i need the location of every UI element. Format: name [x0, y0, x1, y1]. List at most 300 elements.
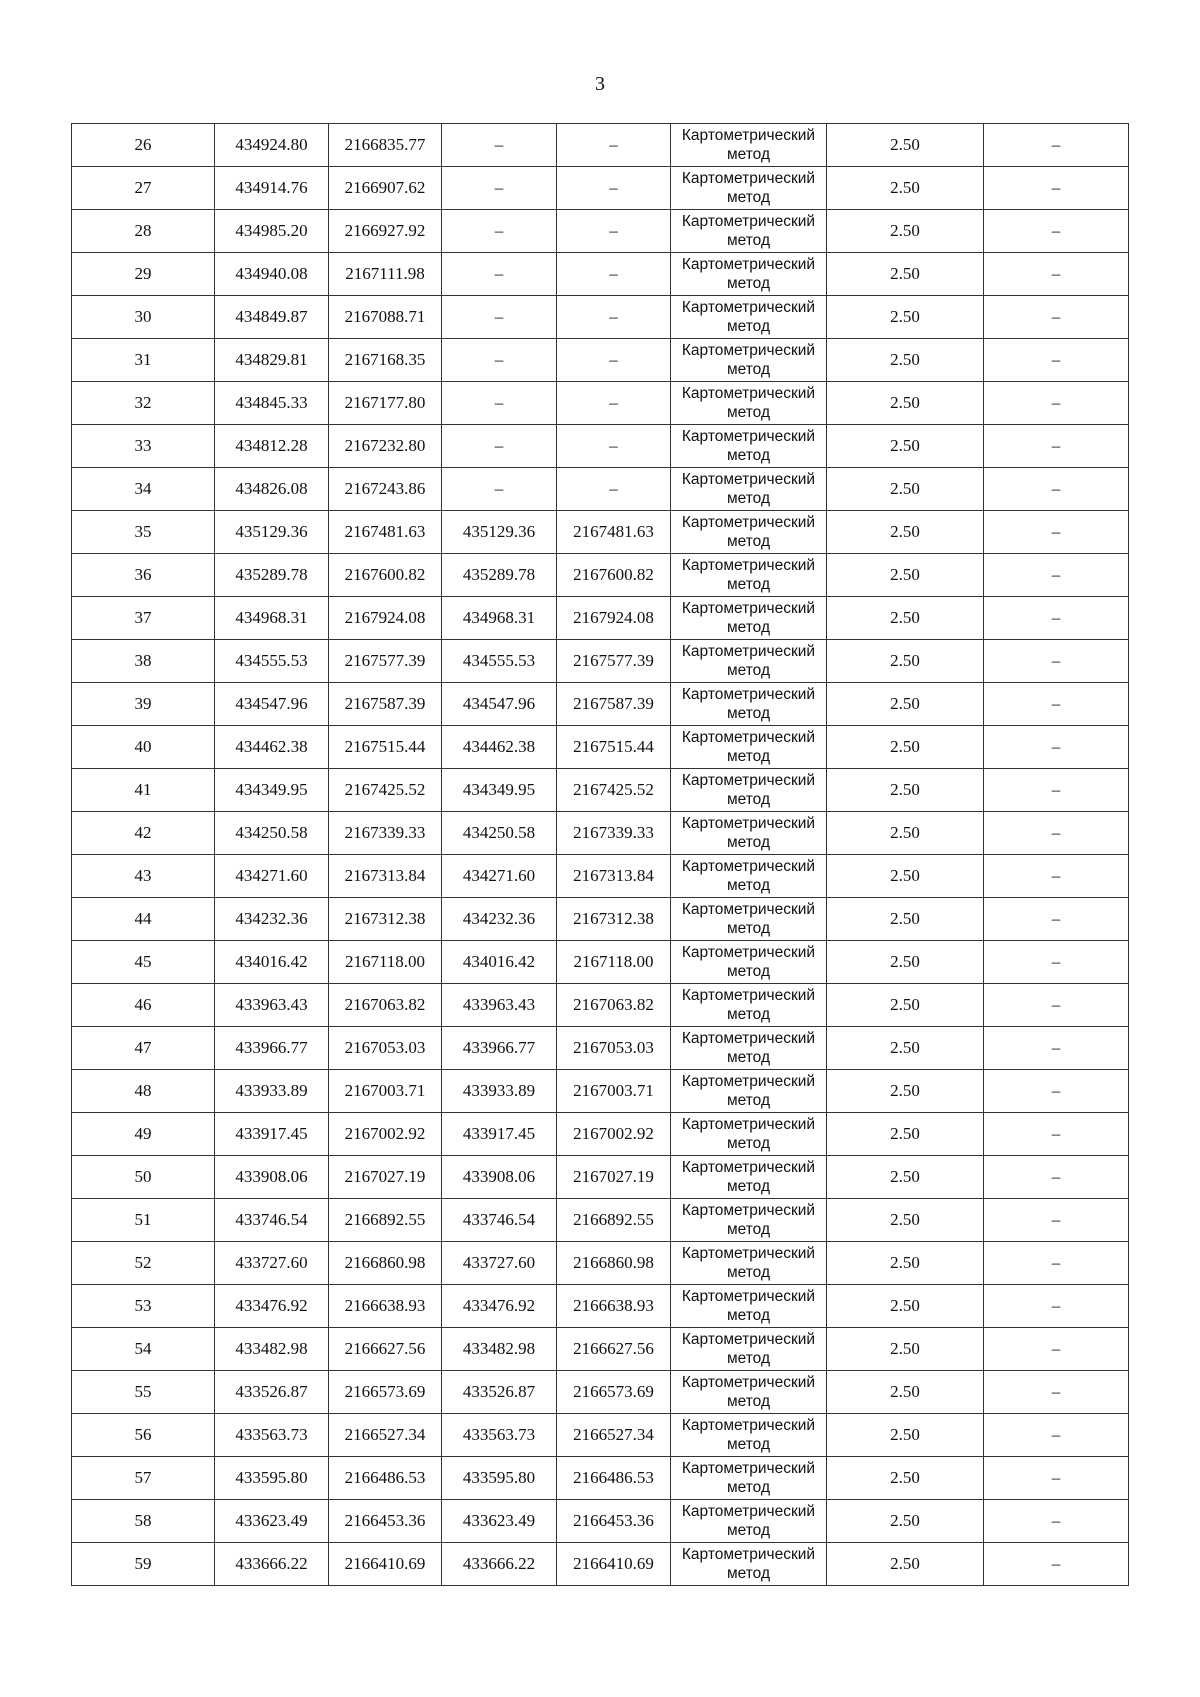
point-number-cell: 29 — [72, 253, 215, 296]
x-coordinate-cell: 434349.95 — [215, 769, 329, 812]
description-cell: – — [984, 898, 1129, 941]
description-cell: – — [984, 1500, 1129, 1543]
accuracy-cell: 2.50 — [827, 1457, 984, 1500]
method-cell: Картометрический метод — [671, 1113, 827, 1156]
y-coordinate-alt-cell: 2166892.55 — [557, 1199, 671, 1242]
y-coordinate-cell: 2167063.82 — [329, 984, 442, 1027]
y-coordinate-alt-cell: 2167027.19 — [557, 1156, 671, 1199]
method-cell: Картометрический метод — [671, 640, 827, 683]
point-number-cell: 37 — [72, 597, 215, 640]
y-coordinate-cell: 2167027.19 — [329, 1156, 442, 1199]
x-coordinate-alt-cell: 434250.58 — [442, 812, 557, 855]
point-number-cell: 56 — [72, 1414, 215, 1457]
point-number-cell: 43 — [72, 855, 215, 898]
x-coordinate-cell: 433476.92 — [215, 1285, 329, 1328]
description-cell: – — [984, 597, 1129, 640]
y-coordinate-cell: 2166907.62 — [329, 167, 442, 210]
method-cell: Картометрический метод — [671, 855, 827, 898]
y-coordinate-cell: 2166927.92 — [329, 210, 442, 253]
point-number-cell: 46 — [72, 984, 215, 1027]
table-row — [72, 597, 1129, 640]
description-cell: – — [984, 855, 1129, 898]
description-cell: – — [984, 1199, 1129, 1242]
x-coordinate-alt-cell: – — [442, 339, 557, 382]
y-coordinate-alt-cell: 2167515.44 — [557, 726, 671, 769]
x-coordinate-cell: 433482.98 — [215, 1328, 329, 1371]
accuracy-cell: 2.50 — [827, 855, 984, 898]
table-row — [72, 1113, 1129, 1156]
accuracy-cell: 2.50 — [827, 1371, 984, 1414]
accuracy-cell: 2.50 — [827, 984, 984, 1027]
method-cell: Картометрический метод — [671, 1285, 827, 1328]
method-cell: Картометрический метод — [671, 1371, 827, 1414]
point-number-cell: 31 — [72, 339, 215, 382]
y-coordinate-alt-cell: 2167587.39 — [557, 683, 671, 726]
x-coordinate-cell: 433966.77 — [215, 1027, 329, 1070]
table-row — [72, 941, 1129, 984]
x-coordinate-cell: 434016.42 — [215, 941, 329, 984]
description-cell: – — [984, 683, 1129, 726]
method-cell: Картометрический метод — [671, 1199, 827, 1242]
y-coordinate-alt-cell: 2167600.82 — [557, 554, 671, 597]
table-row — [72, 210, 1129, 253]
description-cell: – — [984, 1543, 1129, 1586]
point-number-cell: 26 — [72, 124, 215, 167]
x-coordinate-alt-cell: – — [442, 167, 557, 210]
accuracy-cell: 2.50 — [827, 1113, 984, 1156]
description-cell: – — [984, 124, 1129, 167]
description-cell: – — [984, 425, 1129, 468]
accuracy-cell: 2.50 — [827, 1328, 984, 1371]
y-coordinate-cell: 2167053.03 — [329, 1027, 442, 1070]
accuracy-cell: 2.50 — [827, 640, 984, 683]
point-number-cell: 50 — [72, 1156, 215, 1199]
y-coordinate-alt-cell: 2166410.69 — [557, 1543, 671, 1586]
y-coordinate-cell: 2167425.52 — [329, 769, 442, 812]
x-coordinate-cell: 433908.06 — [215, 1156, 329, 1199]
x-coordinate-cell: 434462.38 — [215, 726, 329, 769]
accuracy-cell: 2.50 — [827, 941, 984, 984]
x-coordinate-alt-cell: 434555.53 — [442, 640, 557, 683]
y-coordinate-alt-cell: 2167313.84 — [557, 855, 671, 898]
y-coordinate-alt-cell: – — [557, 382, 671, 425]
method-cell: Картометрический метод — [671, 984, 827, 1027]
y-coordinate-alt-cell: – — [557, 296, 671, 339]
y-coordinate-alt-cell: 2166638.93 — [557, 1285, 671, 1328]
point-number-cell: 30 — [72, 296, 215, 339]
accuracy-cell: 2.50 — [827, 253, 984, 296]
point-number-cell: 35 — [72, 511, 215, 554]
y-coordinate-alt-cell: 2167924.08 — [557, 597, 671, 640]
x-coordinate-alt-cell: – — [442, 425, 557, 468]
table-row — [72, 1457, 1129, 1500]
table-row — [72, 726, 1129, 769]
description-cell: – — [984, 296, 1129, 339]
description-cell: – — [984, 511, 1129, 554]
coordinates-table — [71, 123, 1129, 1586]
y-coordinate-alt-cell: – — [557, 425, 671, 468]
x-coordinate-alt-cell: 433908.06 — [442, 1156, 557, 1199]
x-coordinate-cell: 434547.96 — [215, 683, 329, 726]
x-coordinate-cell: 433666.22 — [215, 1543, 329, 1586]
page-number: 3 — [595, 73, 605, 95]
table-row — [72, 1070, 1129, 1113]
x-coordinate-cell: 434829.81 — [215, 339, 329, 382]
table-row — [72, 382, 1129, 425]
method-cell: Картометрический метод — [671, 683, 827, 726]
description-cell: – — [984, 984, 1129, 1027]
point-number-cell: 59 — [72, 1543, 215, 1586]
x-coordinate-cell: 434968.31 — [215, 597, 329, 640]
point-number-cell: 45 — [72, 941, 215, 984]
description-cell: – — [984, 1113, 1129, 1156]
y-coordinate-alt-cell: 2166627.56 — [557, 1328, 671, 1371]
description-cell: – — [984, 167, 1129, 210]
y-coordinate-alt-cell: 2167425.52 — [557, 769, 671, 812]
y-coordinate-cell: 2167924.08 — [329, 597, 442, 640]
table-row — [72, 1156, 1129, 1199]
point-number-cell: 51 — [72, 1199, 215, 1242]
description-cell: – — [984, 941, 1129, 984]
method-cell: Картометрический метод — [671, 1543, 827, 1586]
x-coordinate-cell: 434826.08 — [215, 468, 329, 511]
y-coordinate-cell: 2166892.55 — [329, 1199, 442, 1242]
accuracy-cell: 2.50 — [827, 554, 984, 597]
description-cell: – — [984, 726, 1129, 769]
table-row — [72, 1285, 1129, 1328]
method-cell: Картометрический метод — [671, 210, 827, 253]
x-coordinate-alt-cell: 435289.78 — [442, 554, 557, 597]
description-cell: – — [984, 554, 1129, 597]
accuracy-cell: 2.50 — [827, 210, 984, 253]
x-coordinate-alt-cell: 434968.31 — [442, 597, 557, 640]
method-cell: Картометрический метод — [671, 769, 827, 812]
accuracy-cell: 2.50 — [827, 1156, 984, 1199]
x-coordinate-alt-cell: – — [442, 253, 557, 296]
y-coordinate-alt-cell: 2166453.36 — [557, 1500, 671, 1543]
x-coordinate-alt-cell: – — [442, 296, 557, 339]
y-coordinate-cell: 2167313.84 — [329, 855, 442, 898]
x-coordinate-alt-cell: 434349.95 — [442, 769, 557, 812]
table-body — [72, 124, 1129, 1586]
x-coordinate-cell: 435289.78 — [215, 554, 329, 597]
table-row — [72, 898, 1129, 941]
y-coordinate-cell: 2166453.36 — [329, 1500, 442, 1543]
y-coordinate-cell: 2166627.56 — [329, 1328, 442, 1371]
method-cell: Картометрический метод — [671, 425, 827, 468]
description-cell: – — [984, 640, 1129, 683]
point-number-cell: 53 — [72, 1285, 215, 1328]
method-cell: Картометрический метод — [671, 898, 827, 941]
table-row — [72, 1543, 1129, 1586]
y-coordinate-cell: 2167003.71 — [329, 1070, 442, 1113]
point-number-cell: 39 — [72, 683, 215, 726]
description-cell: – — [984, 1285, 1129, 1328]
x-coordinate-cell: 434271.60 — [215, 855, 329, 898]
x-coordinate-alt-cell: 434462.38 — [442, 726, 557, 769]
method-cell: Картометрический метод — [671, 167, 827, 210]
point-number-cell: 40 — [72, 726, 215, 769]
y-coordinate-alt-cell: 2167063.82 — [557, 984, 671, 1027]
method-cell: Картометрический метод — [671, 1500, 827, 1543]
description-cell: – — [984, 769, 1129, 812]
table-row — [72, 1027, 1129, 1070]
description-cell: – — [984, 468, 1129, 511]
method-cell: Картометрический метод — [671, 1156, 827, 1199]
x-coordinate-cell: 434812.28 — [215, 425, 329, 468]
point-number-cell: 57 — [72, 1457, 215, 1500]
y-coordinate-cell: 2166410.69 — [329, 1543, 442, 1586]
table-row — [72, 683, 1129, 726]
point-number-cell: 41 — [72, 769, 215, 812]
x-coordinate-alt-cell: 434271.60 — [442, 855, 557, 898]
point-number-cell: 47 — [72, 1027, 215, 1070]
table-row — [72, 339, 1129, 382]
y-coordinate-alt-cell: 2167118.00 — [557, 941, 671, 984]
accuracy-cell: 2.50 — [827, 597, 984, 640]
x-coordinate-cell: 434849.87 — [215, 296, 329, 339]
x-coordinate-cell: 433563.73 — [215, 1414, 329, 1457]
y-coordinate-alt-cell: 2166527.34 — [557, 1414, 671, 1457]
point-number-cell: 49 — [72, 1113, 215, 1156]
x-coordinate-cell: 433746.54 — [215, 1199, 329, 1242]
y-coordinate-alt-cell: 2167002.92 — [557, 1113, 671, 1156]
method-cell: Картометрический метод — [671, 296, 827, 339]
x-coordinate-cell: 433623.49 — [215, 1500, 329, 1543]
y-coordinate-cell: 2167002.92 — [329, 1113, 442, 1156]
x-coordinate-alt-cell: 435129.36 — [442, 511, 557, 554]
y-coordinate-alt-cell: 2166573.69 — [557, 1371, 671, 1414]
description-cell: – — [984, 253, 1129, 296]
table-row — [72, 769, 1129, 812]
description-cell: – — [984, 1414, 1129, 1457]
y-coordinate-cell: 2167168.35 — [329, 339, 442, 382]
y-coordinate-alt-cell: 2167312.38 — [557, 898, 671, 941]
table-row — [72, 511, 1129, 554]
x-coordinate-cell: 433727.60 — [215, 1242, 329, 1285]
y-coordinate-cell: 2166486.53 — [329, 1457, 442, 1500]
description-cell: – — [984, 382, 1129, 425]
accuracy-cell: 2.50 — [827, 683, 984, 726]
accuracy-cell: 2.50 — [827, 124, 984, 167]
accuracy-cell: 2.50 — [827, 1414, 984, 1457]
table-row — [72, 253, 1129, 296]
table-row — [72, 296, 1129, 339]
x-coordinate-cell: 433526.87 — [215, 1371, 329, 1414]
x-coordinate-cell: 433595.80 — [215, 1457, 329, 1500]
point-number-cell: 38 — [72, 640, 215, 683]
x-coordinate-cell: 434555.53 — [215, 640, 329, 683]
method-cell: Картометрический метод — [671, 1457, 827, 1500]
point-number-cell: 54 — [72, 1328, 215, 1371]
x-coordinate-cell: 434985.20 — [215, 210, 329, 253]
y-coordinate-alt-cell: 2166486.53 — [557, 1457, 671, 1500]
accuracy-cell: 2.50 — [827, 296, 984, 339]
point-number-cell: 58 — [72, 1500, 215, 1543]
method-cell: Картометрический метод — [671, 1242, 827, 1285]
y-coordinate-cell: 2167118.00 — [329, 941, 442, 984]
x-coordinate-alt-cell: 433595.80 — [442, 1457, 557, 1500]
point-number-cell: 33 — [72, 425, 215, 468]
table-row — [72, 812, 1129, 855]
method-cell: Картометрический метод — [671, 1070, 827, 1113]
description-cell: – — [984, 1371, 1129, 1414]
accuracy-cell: 2.50 — [827, 1285, 984, 1328]
accuracy-cell: 2.50 — [827, 468, 984, 511]
accuracy-cell: 2.50 — [827, 511, 984, 554]
table-row — [72, 425, 1129, 468]
y-coordinate-cell: 2167515.44 — [329, 726, 442, 769]
y-coordinate-alt-cell: – — [557, 468, 671, 511]
table-row — [72, 855, 1129, 898]
method-cell: Картометрический метод — [671, 1328, 827, 1371]
accuracy-cell: 2.50 — [827, 769, 984, 812]
y-coordinate-alt-cell: – — [557, 339, 671, 382]
point-number-cell: 32 — [72, 382, 215, 425]
table-row — [72, 984, 1129, 1027]
y-coordinate-alt-cell: – — [557, 124, 671, 167]
point-number-cell: 55 — [72, 1371, 215, 1414]
y-coordinate-alt-cell: – — [557, 167, 671, 210]
accuracy-cell: 2.50 — [827, 726, 984, 769]
table-row — [72, 1242, 1129, 1285]
point-number-cell: 34 — [72, 468, 215, 511]
method-cell: Картометрический метод — [671, 382, 827, 425]
y-coordinate-alt-cell: – — [557, 253, 671, 296]
y-coordinate-cell: 2166835.77 — [329, 124, 442, 167]
y-coordinate-cell: 2166573.69 — [329, 1371, 442, 1414]
accuracy-cell: 2.50 — [827, 1500, 984, 1543]
point-number-cell: 27 — [72, 167, 215, 210]
table-row — [72, 640, 1129, 683]
y-coordinate-cell: 2167587.39 — [329, 683, 442, 726]
x-coordinate-cell: 434914.76 — [215, 167, 329, 210]
table-row — [72, 1414, 1129, 1457]
y-coordinate-cell: 2167088.71 — [329, 296, 442, 339]
accuracy-cell: 2.50 — [827, 898, 984, 941]
method-cell: Картометрический метод — [671, 812, 827, 855]
point-number-cell: 48 — [72, 1070, 215, 1113]
y-coordinate-alt-cell: 2167003.71 — [557, 1070, 671, 1113]
method-cell: Картометрический метод — [671, 726, 827, 769]
description-cell: – — [984, 1328, 1129, 1371]
x-coordinate-alt-cell: 433917.45 — [442, 1113, 557, 1156]
x-coordinate-alt-cell: 433623.49 — [442, 1500, 557, 1543]
x-coordinate-alt-cell: – — [442, 210, 557, 253]
method-cell: Картометрический метод — [671, 1414, 827, 1457]
method-cell: Картометрический метод — [671, 339, 827, 382]
table-row — [72, 1371, 1129, 1414]
y-coordinate-cell: 2167243.86 — [329, 468, 442, 511]
table-row — [72, 554, 1129, 597]
x-coordinate-alt-cell: 433482.98 — [442, 1328, 557, 1371]
table-row — [72, 1500, 1129, 1543]
y-coordinate-cell: 2167339.33 — [329, 812, 442, 855]
y-coordinate-cell: 2167177.80 — [329, 382, 442, 425]
method-cell: Картометрический метод — [671, 554, 827, 597]
accuracy-cell: 2.50 — [827, 1242, 984, 1285]
y-coordinate-alt-cell: 2167481.63 — [557, 511, 671, 554]
x-coordinate-cell: 435129.36 — [215, 511, 329, 554]
accuracy-cell: 2.50 — [827, 1070, 984, 1113]
y-coordinate-cell: 2167481.63 — [329, 511, 442, 554]
y-coordinate-alt-cell: 2166860.98 — [557, 1242, 671, 1285]
point-number-cell: 28 — [72, 210, 215, 253]
y-coordinate-cell: 2167111.98 — [329, 253, 442, 296]
y-coordinate-cell: 2167232.80 — [329, 425, 442, 468]
point-number-cell: 36 — [72, 554, 215, 597]
table-row — [72, 167, 1129, 210]
description-cell: – — [984, 1027, 1129, 1070]
description-cell: – — [984, 1242, 1129, 1285]
description-cell: – — [984, 812, 1129, 855]
x-coordinate-alt-cell: 433476.92 — [442, 1285, 557, 1328]
x-coordinate-alt-cell: 434547.96 — [442, 683, 557, 726]
method-cell: Картометрический метод — [671, 941, 827, 984]
x-coordinate-alt-cell: 433966.77 — [442, 1027, 557, 1070]
accuracy-cell: 2.50 — [827, 339, 984, 382]
method-cell: Картометрический метод — [671, 597, 827, 640]
x-coordinate-alt-cell: – — [442, 124, 557, 167]
description-cell: – — [984, 1156, 1129, 1199]
method-cell: Картометрический метод — [671, 468, 827, 511]
x-coordinate-cell: 434845.33 — [215, 382, 329, 425]
x-coordinate-alt-cell: – — [442, 468, 557, 511]
method-cell: Картометрический метод — [671, 1027, 827, 1070]
point-number-cell: 52 — [72, 1242, 215, 1285]
x-coordinate-alt-cell: 433666.22 — [442, 1543, 557, 1586]
method-cell: Картометрический метод — [671, 124, 827, 167]
x-coordinate-alt-cell: 433933.89 — [442, 1070, 557, 1113]
accuracy-cell: 2.50 — [827, 1543, 984, 1586]
table-row — [72, 124, 1129, 167]
x-coordinate-alt-cell: 434016.42 — [442, 941, 557, 984]
accuracy-cell: 2.50 — [827, 382, 984, 425]
y-coordinate-cell: 2167312.38 — [329, 898, 442, 941]
method-cell: Картометрический метод — [671, 511, 827, 554]
description-cell: – — [984, 1070, 1129, 1113]
y-coordinate-alt-cell: 2167577.39 — [557, 640, 671, 683]
method-cell: Картометрический метод — [671, 253, 827, 296]
y-coordinate-cell: 2167600.82 — [329, 554, 442, 597]
x-coordinate-alt-cell: – — [442, 382, 557, 425]
table-row — [72, 1199, 1129, 1242]
x-coordinate-cell: 433963.43 — [215, 984, 329, 1027]
accuracy-cell: 2.50 — [827, 1027, 984, 1070]
y-coordinate-alt-cell: – — [557, 210, 671, 253]
x-coordinate-cell: 434232.36 — [215, 898, 329, 941]
x-coordinate-cell: 434940.08 — [215, 253, 329, 296]
x-coordinate-cell: 433933.89 — [215, 1070, 329, 1113]
description-cell: – — [984, 210, 1129, 253]
table-row — [72, 1328, 1129, 1371]
accuracy-cell: 2.50 — [827, 1199, 984, 1242]
y-coordinate-cell: 2166638.93 — [329, 1285, 442, 1328]
x-coordinate-alt-cell: 434232.36 — [442, 898, 557, 941]
y-coordinate-alt-cell: 2167053.03 — [557, 1027, 671, 1070]
accuracy-cell: 2.50 — [827, 812, 984, 855]
point-number-cell: 44 — [72, 898, 215, 941]
x-coordinate-cell: 434250.58 — [215, 812, 329, 855]
description-cell: – — [984, 1457, 1129, 1500]
x-coordinate-alt-cell: 433746.54 — [442, 1199, 557, 1242]
x-coordinate-alt-cell: 433963.43 — [442, 984, 557, 1027]
y-coordinate-cell: 2166527.34 — [329, 1414, 442, 1457]
description-cell: – — [984, 339, 1129, 382]
y-coordinate-alt-cell: 2167339.33 — [557, 812, 671, 855]
y-coordinate-cell: 2166860.98 — [329, 1242, 442, 1285]
point-number-cell: 42 — [72, 812, 215, 855]
